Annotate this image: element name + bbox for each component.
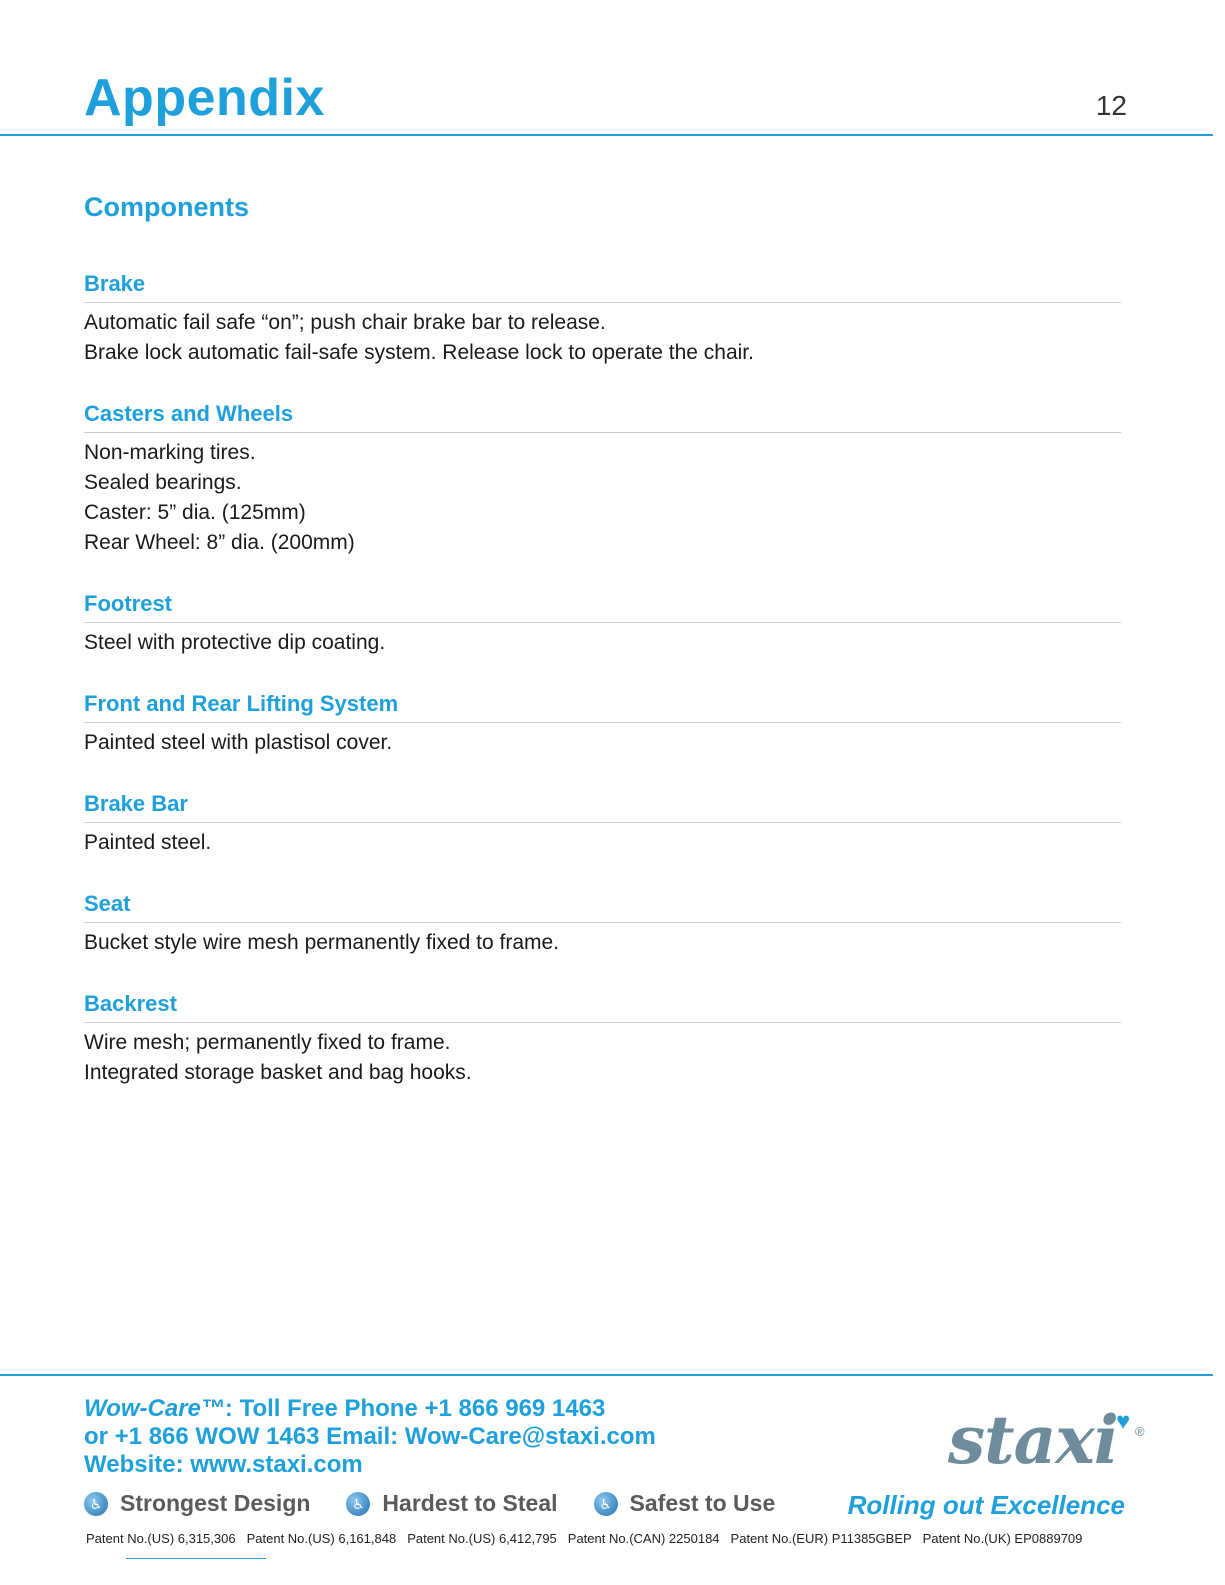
component-block (84, 590, 1121, 658)
feature-item (594, 1490, 776, 1517)
component-line: Wire mesh; permanently fixed to frame. (84, 1031, 451, 1054)
heart-icon: ♥ (1116, 1408, 1131, 1435)
contact-line-2: or +1 866 WOW 1463 Email: Wow-Care@staxi.com (84, 1423, 656, 1450)
component-line: Caster: 5” dia. (125mm) (84, 501, 306, 524)
wheelchair-badge-icon: ♿ (594, 1492, 618, 1516)
component-description (84, 1023, 1121, 1088)
component-line: Non-marking tires. (84, 441, 256, 464)
contact-line-1 (84, 1395, 656, 1423)
component-line: Sealed bearings. (84, 471, 242, 494)
component-description (84, 433, 1121, 558)
patent-number: Patent No.(CAN) 2250184 (567, 1531, 720, 1546)
phone-text: : Toll Free Phone +1 866 969 1463 (224, 1395, 606, 1422)
component-block (84, 270, 1121, 368)
page-number: 12 (1095, 90, 1127, 121)
footer-divider (0, 1374, 1213, 1376)
component-block (84, 400, 1121, 558)
patent-list (86, 1531, 1093, 1546)
logo-wordmark: staxi (948, 1401, 1118, 1479)
component-description (84, 923, 1121, 958)
contact-info (84, 1395, 656, 1479)
component-line: Painted steel with plastisol cover. (84, 731, 393, 754)
component-description (84, 303, 1121, 368)
patent-number: Patent No.(US) 6,412,795 (407, 1531, 557, 1546)
brand-name: Wow-Care™ (84, 1395, 225, 1422)
components-list (84, 270, 1121, 1088)
patent-number: Patent No.(EUR) P11385GBEP (730, 1531, 912, 1546)
section-title: Components (84, 192, 249, 222)
component-heading: Casters and Wheels (84, 400, 1121, 433)
component-line: Brake lock automatic fail-safe system. Release lock to operate the chair. (84, 341, 754, 364)
component-block (84, 990, 1121, 1088)
component-line: Rear Wheel: 8” dia. (200mm) (84, 531, 355, 554)
feature-item (346, 1490, 557, 1517)
page-title: Appendix (84, 69, 325, 127)
component-description (84, 723, 1121, 758)
component-description (84, 623, 1121, 658)
component-heading: Brake (84, 270, 1121, 303)
tagline: Rolling out Excellence (847, 1490, 1125, 1520)
header-divider (0, 134, 1213, 136)
patent-number: Patent No.(US) 6,161,848 (246, 1531, 397, 1546)
component-line: Bucket style wire mesh permanently fixed to frame. (84, 931, 560, 954)
feature-label: Safest to Use (629, 1490, 776, 1516)
staxi-logo (948, 1402, 1148, 1482)
patent-number: Patent No.(UK) EP0889709 (922, 1531, 1083, 1546)
component-block (84, 690, 1121, 758)
wheelchair-badge-icon: ♿ (84, 1492, 108, 1516)
registered-mark: ® (1135, 1424, 1145, 1439)
component-line: Steel with protective dip coating. (84, 631, 386, 654)
component-line: Automatic fail safe “on”; push chair brake bar to release. (84, 311, 606, 334)
component-heading: Backrest (84, 990, 1121, 1023)
component-heading: Footrest (84, 590, 1121, 623)
feature-label: Strongest Design (120, 1490, 311, 1516)
component-block (84, 790, 1121, 858)
component-line: Integrated storage basket and bag hooks. (84, 1061, 472, 1084)
component-heading: Seat (84, 890, 1121, 923)
component-description (84, 823, 1121, 858)
feature-list (84, 1490, 811, 1517)
feature-item (84, 1490, 310, 1517)
component-heading: Front and Rear Lifting System (84, 690, 1121, 723)
component-line: Painted steel. (84, 831, 212, 854)
component-heading: Brake Bar (84, 790, 1121, 823)
wheelchair-badge-icon: ♿ (346, 1492, 370, 1516)
contact-line-3: Website: www.staxi.com (84, 1451, 363, 1478)
component-block (84, 890, 1121, 958)
bottom-underline (126, 1558, 266, 1559)
feature-label: Hardest to Steal (382, 1490, 558, 1516)
patent-number: Patent No.(US) 6,315,306 (86, 1531, 236, 1546)
